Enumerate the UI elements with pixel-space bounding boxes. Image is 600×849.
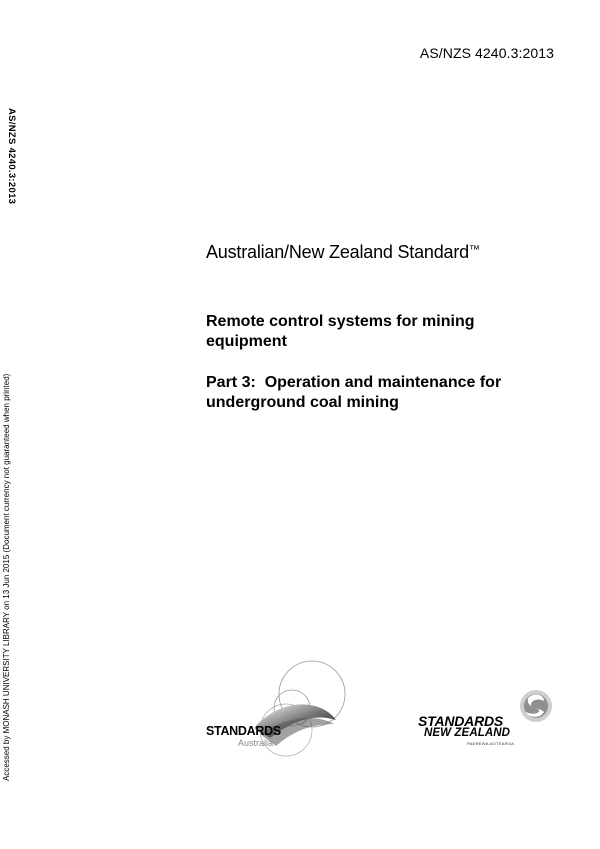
standard-number-header: AS/NZS 4240.3:2013 bbox=[419, 45, 554, 61]
access-watermark-note: Accessed by MONASH UNIVERSITY LIBRARY on 13 Jun 2015 (Document currency not guaranteed when printed) bbox=[2, 374, 11, 782]
new-zealand-wordmark: NEW ZEALAND bbox=[424, 727, 511, 739]
standards-australia-wordmark: STANDARDS bbox=[206, 724, 281, 738]
trademark-symbol: ™ bbox=[468, 244, 480, 256]
part-label: Part 3: bbox=[206, 374, 265, 391]
standards-australia-emblem-icon bbox=[200, 658, 350, 768]
part-title-text: Operation and maintenance for underground coal mining bbox=[206, 374, 502, 411]
standards-australia-subtext: Australia bbox=[238, 738, 274, 748]
part-heading bbox=[206, 373, 546, 413]
standards-new-zealand-logo bbox=[418, 688, 558, 748]
standard-type-text: Australian/New Zealand Standard bbox=[206, 242, 469, 262]
standard-type-heading bbox=[206, 242, 480, 263]
side-standard-number: AS/NZS 4240.3:2013 bbox=[6, 108, 17, 205]
standards-australia-logo bbox=[200, 658, 350, 768]
standards-nz-wordmark: STANDARDS bbox=[418, 713, 504, 729]
paerewa-aotearoa-subtext: PAEREWA AOTEAROA bbox=[467, 741, 515, 746]
document-title: Remote control systems for mining equipment bbox=[206, 313, 475, 350]
